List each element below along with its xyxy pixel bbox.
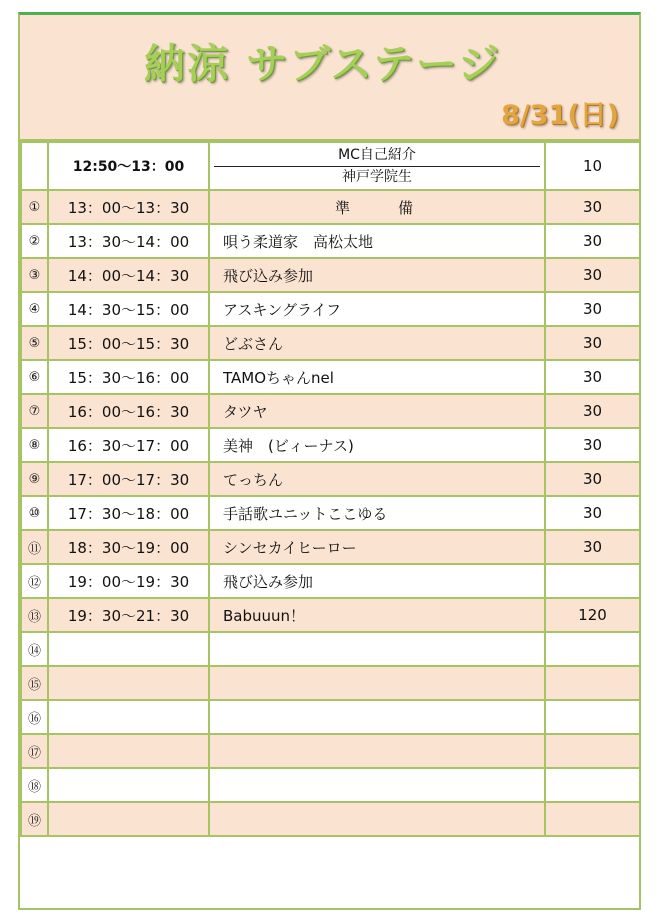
time-slot: 13：00〜13：30: [48, 190, 209, 224]
table-row: [21, 258, 640, 292]
row-number: ⑱: [21, 768, 48, 802]
time-slot: 16：30〜17：00: [48, 428, 209, 462]
duration: [545, 802, 640, 836]
row-number: ①: [21, 190, 48, 224]
table-row: [21, 190, 640, 224]
table-row: [21, 598, 640, 632]
activity-cell: [209, 142, 545, 190]
activity: アスキングライフ: [209, 292, 545, 326]
table-row: [21, 360, 640, 394]
table-row: [21, 428, 640, 462]
activity: [209, 632, 545, 666]
table-row: [21, 700, 640, 734]
schedule-table: [20, 141, 641, 837]
event-date: 8/31(日): [501, 100, 619, 131]
activity: 手話歌ユニットここゆる: [209, 496, 545, 530]
activity: 飛び込み参加: [209, 564, 545, 598]
row-number: ⑫: [21, 564, 48, 598]
time-slot: 15：00〜15：30: [48, 326, 209, 360]
duration: 30: [545, 190, 640, 224]
table-row: [21, 632, 640, 666]
row-number: ⑲: [21, 802, 48, 836]
row-number: ⑤: [21, 326, 48, 360]
row-number: [21, 142, 48, 190]
activity: 準 備: [209, 190, 545, 224]
activity: Babuuun！: [209, 598, 545, 632]
table-row: [21, 292, 640, 326]
activity: タツヤ: [209, 394, 545, 428]
duration: 30: [545, 462, 640, 496]
row-number: ⑰: [21, 734, 48, 768]
time-slot: [48, 632, 209, 666]
time-slot: 15：30〜16：00: [48, 360, 209, 394]
table-row: [21, 666, 640, 700]
time-slot: 19：00〜19：30: [48, 564, 209, 598]
time-slot: [48, 768, 209, 802]
table-row: [21, 768, 640, 802]
time-slot: [48, 734, 209, 768]
duration: 30: [545, 326, 640, 360]
row-number: ③: [21, 258, 48, 292]
row-number: ⑯: [21, 700, 48, 734]
activity: 美神 (ビィーナス): [209, 428, 545, 462]
activity-bottom: 神戸学院生: [342, 168, 412, 185]
row-number: ⑧: [21, 428, 48, 462]
time-slot: 18：30〜19：00: [48, 530, 209, 564]
duration: [545, 734, 640, 768]
activity: [209, 802, 545, 836]
time-slot: 12:50〜13：00: [48, 142, 209, 190]
activity: [209, 700, 545, 734]
time-slot: 16：00〜16：30: [48, 394, 209, 428]
duration: [545, 564, 640, 598]
time-slot: [48, 700, 209, 734]
table-row: [21, 394, 640, 428]
activity: [209, 768, 545, 802]
activity: 飛び込み参加: [209, 258, 545, 292]
time-slot: 19：30〜21：30: [48, 598, 209, 632]
duration: 30: [545, 496, 640, 530]
table-row: [21, 530, 640, 564]
activity-top: MC自己紹介: [214, 145, 540, 167]
duration: 30: [545, 360, 640, 394]
row-number: ⑬: [21, 598, 48, 632]
row-number: ⑭: [21, 632, 48, 666]
table-row: [21, 496, 640, 530]
duration: 120: [545, 598, 640, 632]
time-slot: [48, 802, 209, 836]
time-slot: 13：30〜14：00: [48, 224, 209, 258]
time-slot: [48, 666, 209, 700]
time-slot: 17：00〜17：30: [48, 462, 209, 496]
table-row: [21, 734, 640, 768]
schedule-sheet: [18, 12, 641, 910]
row-number: ④: [21, 292, 48, 326]
duration: [545, 632, 640, 666]
duration: 30: [545, 224, 640, 258]
activity: シンセカイヒーロー: [209, 530, 545, 564]
activity: どぶさん: [209, 326, 545, 360]
row-number: ⑨: [21, 462, 48, 496]
duration: 10: [545, 142, 640, 190]
time-slot: 17：30〜18：00: [48, 496, 209, 530]
row-number: ⑥: [21, 360, 48, 394]
duration: [545, 700, 640, 734]
time-slot: 14：00〜14：30: [48, 258, 209, 292]
activity: てっちん: [209, 462, 545, 496]
row-number: ⑪: [21, 530, 48, 564]
table-row: [21, 564, 640, 598]
table-row: [21, 224, 640, 258]
activity: [209, 666, 545, 700]
activity: 唄う柔道家 高松太地: [209, 224, 545, 258]
table-row: [21, 462, 640, 496]
row-number: ⑮: [21, 666, 48, 700]
row-number: ⑦: [21, 394, 48, 428]
time-slot: 14：30〜15：00: [48, 292, 209, 326]
duration: [545, 768, 640, 802]
page-title: 納涼 サブステージ: [144, 40, 501, 88]
duration: 30: [545, 428, 640, 462]
row-number: ②: [21, 224, 48, 258]
duration: 30: [545, 530, 640, 564]
table-row: [21, 802, 640, 836]
table-row: [21, 142, 640, 190]
duration: 30: [545, 394, 640, 428]
table-row: [21, 326, 640, 360]
duration: [545, 666, 640, 700]
row-number: ⑩: [21, 496, 48, 530]
duration: 30: [545, 258, 640, 292]
activity: [209, 734, 545, 768]
duration: 30: [545, 292, 640, 326]
header: [20, 15, 639, 141]
activity: TAMOちゃんnel: [209, 360, 545, 394]
